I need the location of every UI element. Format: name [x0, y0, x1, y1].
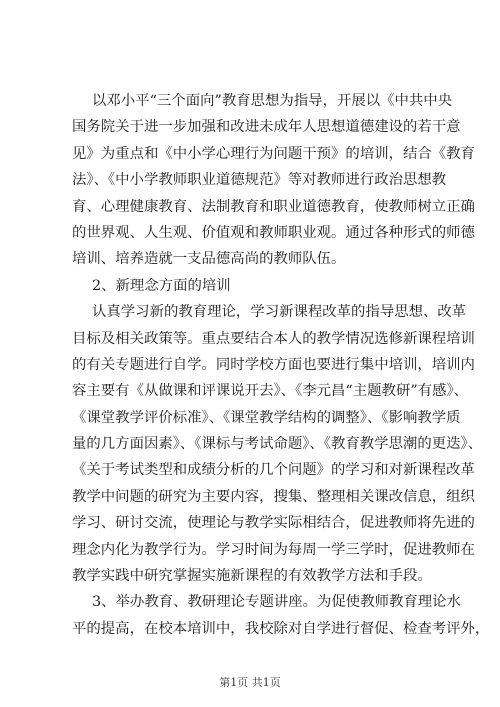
text-line: 认真学习新的教育理论，学习新课程改革的指导思想、改革: [92, 304, 467, 321]
text-line: 学习、研讨交流，使理论与教学实际相结合，促进教师将先进的: [72, 515, 475, 532]
text-line: 目标及相关政策等。重点要结合本人的教学情况选修新课程培训: [72, 330, 475, 347]
text-line: 国务院关于进一步加强和改进未成年人思想道德建设的若干意: [72, 119, 461, 136]
text-line: 教学实践中研究掌握实施新课程的有效教学方法和手段。: [72, 568, 432, 585]
text-line: 《关于考试类型和成绩分析的几个问题》的学习和对新课程改革: [72, 462, 475, 479]
text-line: 《课堂教学评价标准》、《课堂教学结构的调整》、《影响教学质: [72, 409, 461, 426]
text-line: 容主要有《从做课和评课说开去》、《李元昌“主题教研”有感》、: [72, 383, 469, 400]
text-line: 量的几方面因素》、《课标与考试命题》、《教育教学思潮的更迭》、: [72, 436, 483, 453]
text-line: 见》为重点和《中小学心理行为问题干预》的培训，结合《教育: [72, 145, 475, 162]
text-line: 育、心理健康教育、法制教育和职业道德教育，使教师树立正确: [72, 198, 475, 215]
page-footer: 第1页 共1页: [219, 676, 281, 689]
text-line: 法》、《中小学教师职业道德规范》等对教师进行政治思想教: [72, 172, 447, 189]
text-line: 教学中问题的研究为主要内容，搜集、整理相关课改信息，组织: [72, 488, 475, 505]
text-line: 培训、培养造就一支品德高尚的教师队伍。: [72, 251, 346, 268]
text-line: 的世界观、人生观、价值观和教师职业观。通过各种形式的师德: [72, 224, 475, 241]
text-line: 3、举办教育、教研理论专题讲座。为促使教师教育理论水: [92, 594, 461, 611]
text-line: 的有关专题进行自学。同时学校方面也要进行集中培训，培训内: [72, 356, 475, 373]
text-line: 平的提高，在校本培训中，我校除对自学进行督促、检查考评外，: [72, 620, 490, 637]
body-text: [72, 88, 490, 642]
text-line: 2、新理念方面的培训: [92, 277, 231, 294]
text-line: 理念内化为教学行为。学习时间为每周一学三学时，促进教师在: [72, 541, 475, 558]
text-line: 以邓小平“三个面向”教育思想为指导，开展以《中共中央: [92, 93, 453, 109]
